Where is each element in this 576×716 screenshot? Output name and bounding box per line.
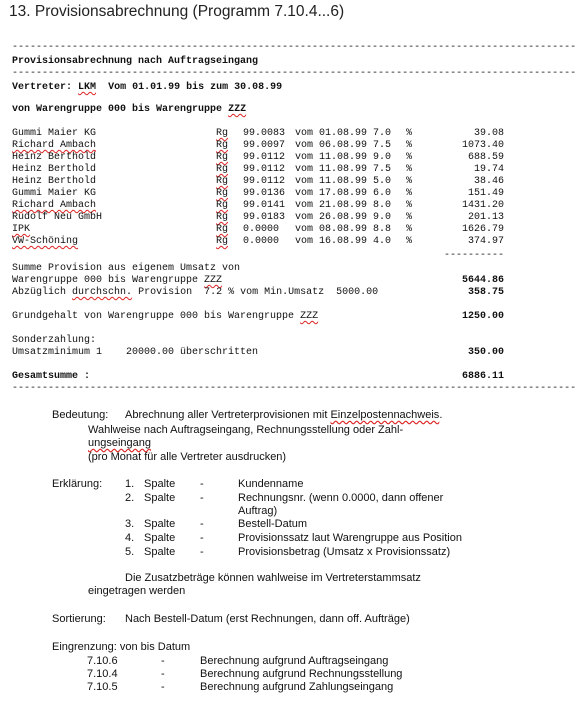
erklaerung-dash: -	[200, 478, 204, 490]
bedeutung-line-1	[125, 409, 442, 421]
sortierung-label: Sortierung:	[52, 613, 106, 625]
sonder-label: Sonderzahlung:	[12, 335, 97, 346]
program-code: 7.10.6	[87, 655, 118, 667]
invoice-number: 0.0000	[243, 236, 280, 247]
order-date: 08.08.99	[319, 224, 368, 235]
erklaerung-text: Rechnungsnr. (wenn 0.0000, dann offener	[238, 492, 444, 504]
erklaerung-text-continued: Auftrag)	[238, 505, 278, 517]
range-line	[12, 104, 246, 115]
table-row	[12, 164, 504, 176]
vom-label: vom	[295, 152, 314, 163]
commission-rate: 8.8	[373, 224, 392, 235]
program-description: Berechnung aufgrund Auftragseingang	[200, 655, 389, 667]
erklaerung-number: 1.	[125, 478, 135, 490]
bottom-rule: ----------------------------------------------------------------------------------------------	[12, 383, 576, 394]
program-dash: -	[161, 655, 165, 667]
customer-name: Gummi Maier KG	[12, 188, 97, 199]
invoice-number: 99.0112	[243, 164, 286, 175]
order-date: 17.08.99	[319, 188, 368, 199]
customer-name: Richard Ambach	[12, 140, 97, 151]
summe-code: ZZZ	[204, 275, 223, 286]
umsatz-line: Umsatzminimum 1 20000.00 überschritten	[12, 347, 259, 358]
bedeutung-label: Bedeutung:	[52, 409, 109, 421]
erklaerung-dash: -	[200, 546, 204, 558]
zusatz-line-1: Die Zusatzbeträge können wahlweise im Vertreterstammsatz	[125, 572, 421, 584]
invoice-number: 99.0083	[243, 128, 286, 139]
invoice-number: 99.0141	[243, 200, 286, 211]
rg-label: Rg	[216, 176, 229, 187]
vertreter-label: Vertreter:	[12, 82, 73, 93]
order-date: 26.08.99	[319, 212, 368, 223]
rg-label: Rg	[216, 128, 229, 139]
percent-sign: %	[406, 152, 413, 163]
erklaerung-number: 4.	[125, 532, 135, 544]
erklaerung-text: Provisionsbetrag (Umsatz x Provisionssatz)	[238, 546, 451, 558]
eingrenzung-text: von bis Datum	[119, 641, 191, 653]
rg-label: Rg	[216, 164, 229, 175]
top-rule: ----------------------------------------------------------------------------------------------	[12, 42, 576, 53]
vom-label: vom	[295, 224, 314, 235]
commission-rate: 9.0	[373, 152, 392, 163]
order-date: 11.08.99	[319, 176, 368, 187]
erklaerung-column-word: Spalte	[144, 518, 176, 530]
table-row	[12, 224, 504, 236]
commission-amount: 688.59	[467, 152, 504, 163]
erklaerung-number: 5.	[125, 546, 135, 558]
program-dash: -	[161, 668, 165, 680]
summe-label-1: Summe Provision aus eigenem Umsatz von	[12, 263, 241, 274]
zusatz-line-2: eingetragen werden	[88, 585, 186, 597]
customer-name: Rudolf Neu GmbH	[12, 212, 103, 223]
table-row	[12, 212, 504, 224]
table-row	[12, 128, 504, 140]
rg-label: Rg	[216, 200, 229, 211]
order-date: 21.08.99	[319, 200, 368, 211]
percent-sign: %	[406, 200, 413, 211]
percent-sign: %	[406, 188, 413, 199]
vertreter-code: LKM	[78, 82, 97, 93]
grund-code: ZZZ	[300, 311, 319, 322]
program-dash: -	[161, 681, 165, 693]
program-code: 7.10.5	[87, 681, 118, 693]
rg-label: Rg	[216, 140, 229, 151]
commission-amount: 39.08	[473, 128, 504, 139]
invoice-number: 99.0112	[243, 152, 286, 163]
gesamt-amount: 6886.11	[461, 371, 504, 382]
commission-amount: 1073.40	[461, 140, 504, 151]
abzug-prefix: Abzüglich	[12, 287, 67, 298]
percent-sign: %	[406, 212, 413, 223]
commission-rate: 8.0	[373, 200, 392, 211]
table-row	[12, 140, 504, 152]
commission-amount: 38.46	[473, 176, 504, 187]
customer-name: VW-Schöning	[12, 236, 79, 247]
bedeutung-line-4: (pro Monat für alle Vertreter ausdrucken)	[88, 451, 287, 463]
abzug-line	[12, 287, 378, 298]
commission-amount: 19.74	[473, 164, 504, 175]
rg-label: Rg	[216, 152, 229, 163]
erklaerung-dash: -	[200, 532, 204, 544]
invoice-number: 99.0097	[243, 140, 286, 151]
commission-rate: 7.0	[373, 128, 392, 139]
abzug-word: durchschn.	[72, 287, 133, 298]
table-row	[12, 176, 504, 188]
vom-label: vom	[295, 176, 314, 187]
commission-amount: 1431.20	[461, 200, 504, 211]
program-description: Berechnung aufgrund Rechnungsstellung	[200, 668, 403, 680]
table-row	[12, 188, 504, 200]
commission-rate: 6.0	[373, 188, 392, 199]
grund-line	[12, 311, 318, 322]
report-heading: Provisionsabrechnung nach Auftragseingang	[12, 56, 259, 67]
customer-name: Richard Ambach	[12, 200, 97, 211]
grund-prefix: Grundgehalt von Warengruppe 000 bis Warengruppe	[12, 311, 295, 322]
vom-label: vom	[295, 200, 314, 211]
subtotal-rule: ----------	[443, 250, 504, 261]
erklaerung-text: Kundenname	[238, 478, 304, 490]
invoice-number: 99.0112	[243, 176, 286, 187]
commission-rate: 7.5	[373, 140, 392, 151]
percent-sign: %	[406, 224, 413, 235]
erklaerung-column-word: Spalte	[144, 492, 176, 504]
program-code: 7.10.4	[87, 668, 118, 680]
commission-rate: 9.0	[373, 212, 392, 223]
vom-label: vom	[295, 128, 314, 139]
erklaerung-text: Provisionssatz laut Warengruppe aus Position	[238, 532, 462, 544]
range-prefix: von Warengruppe 000 bis Warengruppe	[12, 104, 223, 115]
customer-name: Gummi Maier KG	[12, 128, 97, 139]
sortierung-text: Nach Bestell-Datum (erst Rechnungen, dann off. Aufträge)	[125, 613, 410, 625]
percent-sign: %	[406, 140, 413, 151]
eingrenzung-label: Eingrenzung:	[52, 641, 117, 653]
commission-rate: 4.0	[373, 236, 392, 247]
umsatz-amount: 350.00	[467, 347, 504, 358]
page-title: 13. Provisionsabrechnung (Programm 7.10.4...6)	[9, 3, 345, 20]
gesamt-label: Gesamtsumme :	[12, 371, 91, 382]
bedeutung-keyword: Einzelpostennachweis	[330, 409, 440, 421]
customer-name: Heinz Berthold	[12, 152, 97, 163]
vertreter-line	[12, 82, 282, 93]
eingrenzung-line	[52, 641, 190, 653]
bedeutung-line-2: Wahlweise nach Auftragseingang, Rechnungsstellung oder Zahl-	[88, 424, 404, 436]
erklaerung-number: 2.	[125, 492, 135, 504]
vom-label: vom	[295, 236, 314, 247]
erklaerung-dash: -	[200, 492, 204, 504]
erklaerung-column-word: Spalte	[144, 546, 176, 558]
rg-label: Rg	[216, 224, 229, 235]
percent-sign: %	[406, 128, 413, 139]
program-description: Berechnung aufgrund Zahlungseingang	[200, 681, 394, 693]
customer-name: Heinz Berthold	[12, 164, 97, 175]
order-date: 06.08.99	[319, 140, 368, 151]
erklaerung-column-word: Spalte	[144, 478, 176, 490]
rg-label: Rg	[216, 188, 229, 199]
table-row	[12, 236, 504, 248]
table-row	[12, 152, 504, 164]
table-row	[12, 200, 504, 212]
rg-label: Rg	[216, 236, 229, 247]
vom-label: vom	[295, 188, 314, 199]
commission-rate: 7.5	[373, 164, 392, 175]
percent-sign: %	[406, 164, 413, 175]
heading-rule: ----------------------------------------------------------------------------------------------	[12, 68, 576, 79]
vom-label: vom	[295, 140, 314, 151]
bedeutung-text-a: Abrechnung aller Vertreterprovisionen mit	[125, 409, 328, 421]
order-date: 11.08.99	[319, 164, 368, 175]
grund-amount: 1250.00	[461, 311, 504, 322]
summe-prefix: Warengruppe 000 bis Warengruppe	[12, 275, 199, 286]
commission-rate: 5.0	[373, 176, 392, 187]
bedeutung-period: .	[439, 409, 443, 421]
summe-label-2	[12, 275, 222, 286]
percent-sign: %	[406, 176, 413, 187]
customer-name: IPK	[12, 224, 31, 235]
erklaerung-column-word: Spalte	[144, 532, 176, 544]
range-code: ZZZ	[228, 104, 247, 115]
summe-amount: 5644.86	[461, 275, 504, 286]
invoice-number: 0.0000	[243, 224, 280, 235]
erklaerung-number: 3.	[125, 518, 135, 530]
commission-amount: 374.97	[467, 236, 504, 247]
invoice-number: 99.0136	[243, 188, 286, 199]
vom-label: vom	[295, 212, 314, 223]
period-text: Vom 01.01.99 bis zum 30.08.99	[108, 82, 283, 93]
order-date: 16.08.99	[319, 236, 368, 247]
order-date: 01.08.99	[319, 128, 368, 139]
abzug-rest: Provision 7.2 % vom Min.Umsatz 5000.00	[138, 287, 379, 298]
percent-sign: %	[406, 236, 413, 247]
commission-amount: 201.13	[467, 212, 504, 223]
erklaerung-text: Bestell-Datum	[238, 518, 308, 530]
invoice-number: 99.0183	[243, 212, 286, 223]
order-date: 11.08.99	[319, 152, 368, 163]
vom-label: vom	[295, 164, 314, 175]
rg-label: Rg	[216, 212, 229, 223]
abzug-amount: 358.75	[467, 287, 504, 298]
erklaerung-dash: -	[200, 518, 204, 530]
bedeutung-line-3: ungseingang	[88, 437, 152, 449]
commission-amount: 151.49	[467, 188, 504, 199]
commission-amount: 1626.79	[461, 224, 504, 235]
erklaerung-label: Erklärung:	[52, 478, 103, 490]
customer-name: Heinz Berthold	[12, 176, 97, 187]
